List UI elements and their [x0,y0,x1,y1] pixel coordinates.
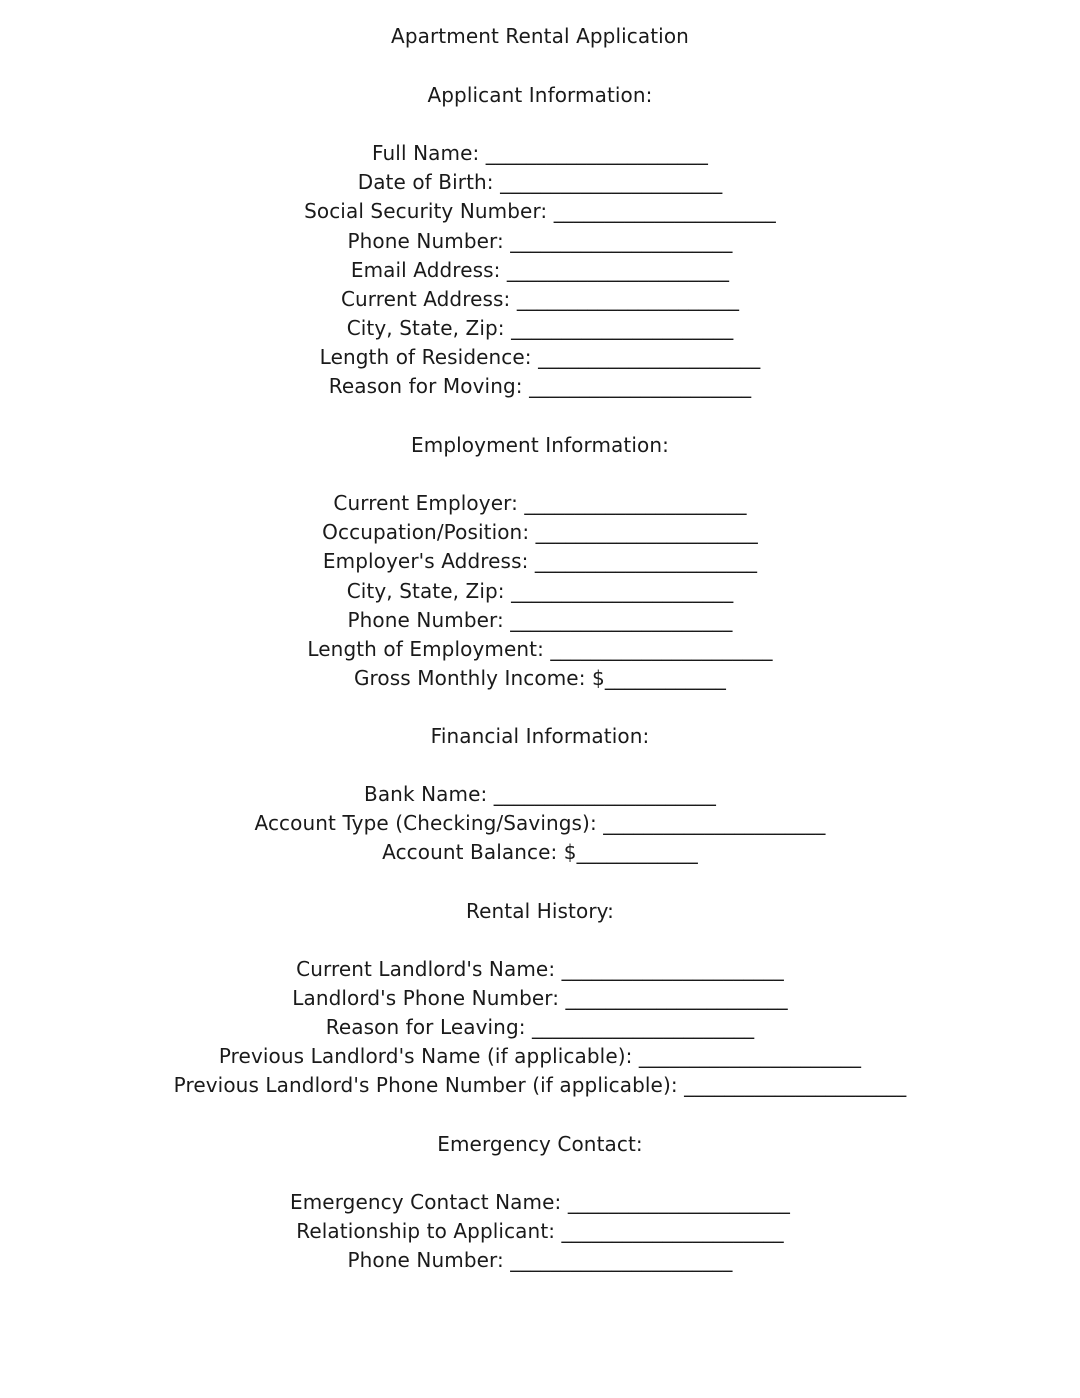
field-previous-landlord-phone: Previous Landlord's Phone Number (if applicable): ______________________ [173,1073,907,1097]
field-employer-address: Employer's Address: ______________________ [322,549,758,573]
field-gross-monthly-income: Gross Monthly Income: $____________ [353,666,727,690]
field-length-of-residence: Length of Residence: ______________________ [319,345,761,369]
field-date-of-birth: Date of Birth: ______________________ [357,170,723,194]
field-current-employer: Current Employer: ______________________ [333,491,747,515]
field-emergency-phone-number: Phone Number: ______________________ [347,1248,733,1272]
field-full-name: Full Name: ______________________ [372,141,708,165]
field-email-address: Email Address: ______________________ [350,258,730,282]
field-reason-for-moving: Reason for Moving: ______________________ [328,374,752,398]
section-heading-financial: Financial Information: [430,724,650,748]
field-reason-for-leaving: Reason for Leaving: ______________________ [325,1015,755,1039]
section-heading-employment: Employment Information: [411,433,669,457]
field-previous-landlord-name: Previous Landlord's Name (if applicable): ______________________ [218,1044,862,1068]
field-employer-phone-number: Phone Number: ______________________ [347,608,733,632]
field-relationship-to-applicant: Relationship to Applicant: ______________________ [296,1219,784,1243]
field-current-landlord-name: Current Landlord's Name: ______________________ [296,957,784,981]
section-heading-applicant: Applicant Information: [427,83,653,107]
field-emergency-contact-name: Emergency Contact Name: ______________________ [289,1190,791,1214]
field-bank-name: Bank Name: ______________________ [364,782,716,806]
field-length-of-employment: Length of Employment: ______________________ [307,637,773,661]
field-ssn: Social Security Number: ______________________ [304,199,776,223]
field-employer-city-state-zip: City, State, Zip: ______________________ [346,579,734,603]
field-account-type: Account Type (Checking/Savings): ______________________ [254,811,826,835]
field-landlord-phone-number: Landlord's Phone Number: ______________________ [292,986,788,1010]
field-occupation-position: Occupation/Position: ______________________ [322,520,758,544]
field-current-address: Current Address: ______________________ [340,287,740,311]
field-phone-number: Phone Number: ______________________ [347,229,733,253]
field-city-state-zip: City, State, Zip: ______________________ [346,316,734,340]
section-heading-emergency-contact: Emergency Contact: [437,1132,643,1156]
document-title: Apartment Rental Application [391,24,689,48]
section-heading-rental-history: Rental History: [466,899,614,923]
field-account-balance: Account Balance: $____________ [382,840,698,864]
